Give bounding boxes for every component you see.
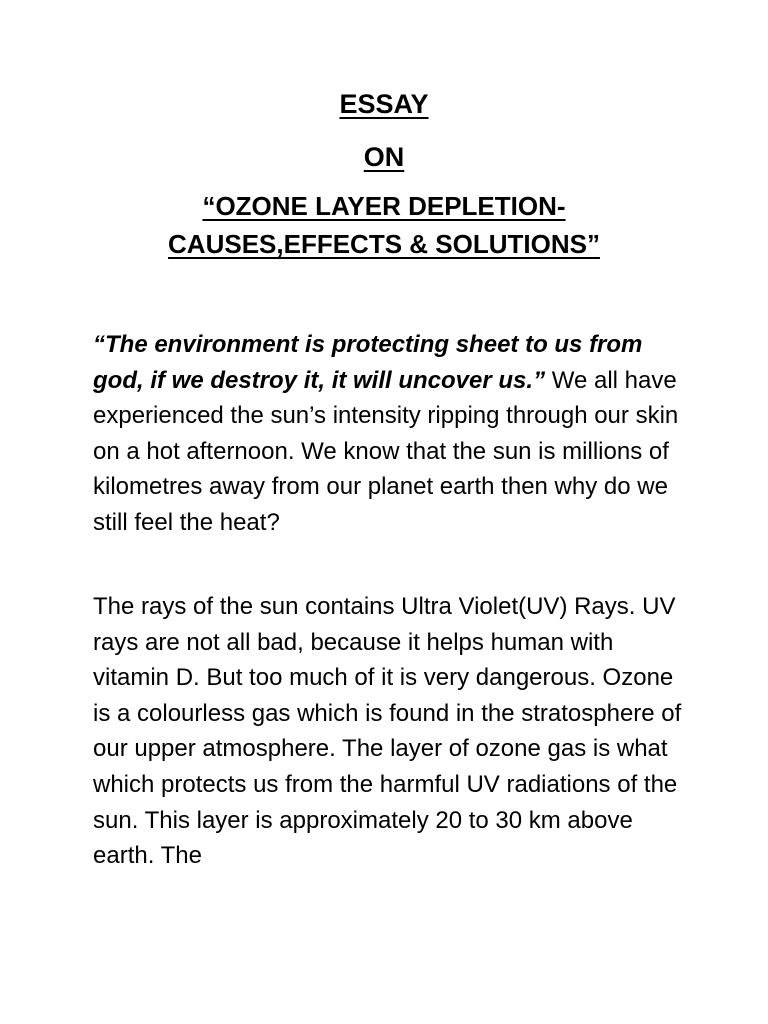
on-subheading: ON [363,142,405,172]
opening-quote: “The environment is protecting sheet to us from god, if we destroy it, it will uncover us.” [93,331,643,394]
essay-title-line-1: “OZONE LAYER DEPLETION- [202,191,566,221]
essay-title-line-2: CAUSES,EFFECTS & SOLUTIONS” [168,229,600,259]
intro-text: We all have experienced the sun’s intensity ripping through our skin on a hot afternoon. We know that the sun is millions of kilometres away from our planet earth then why do we still feel the heat? [93,366,679,536]
uv-rays-paragraph: The rays of the sun contains Ultra Violet(UV) Rays. UV rays are not all bad, because it helps human with vitamin D. But too much of it is very dangerous. Ozone is a colourless gas which is found in the stratosphere of our upper atmosphere. The layer of ozone gas is what which protects us from the harmful UV radiations of the sun. This layer is approximately 20 to 30 km above earth. The [93,593,682,870]
intro-paragraph [93,327,683,541]
essay-heading: ESSAY [339,89,429,119]
